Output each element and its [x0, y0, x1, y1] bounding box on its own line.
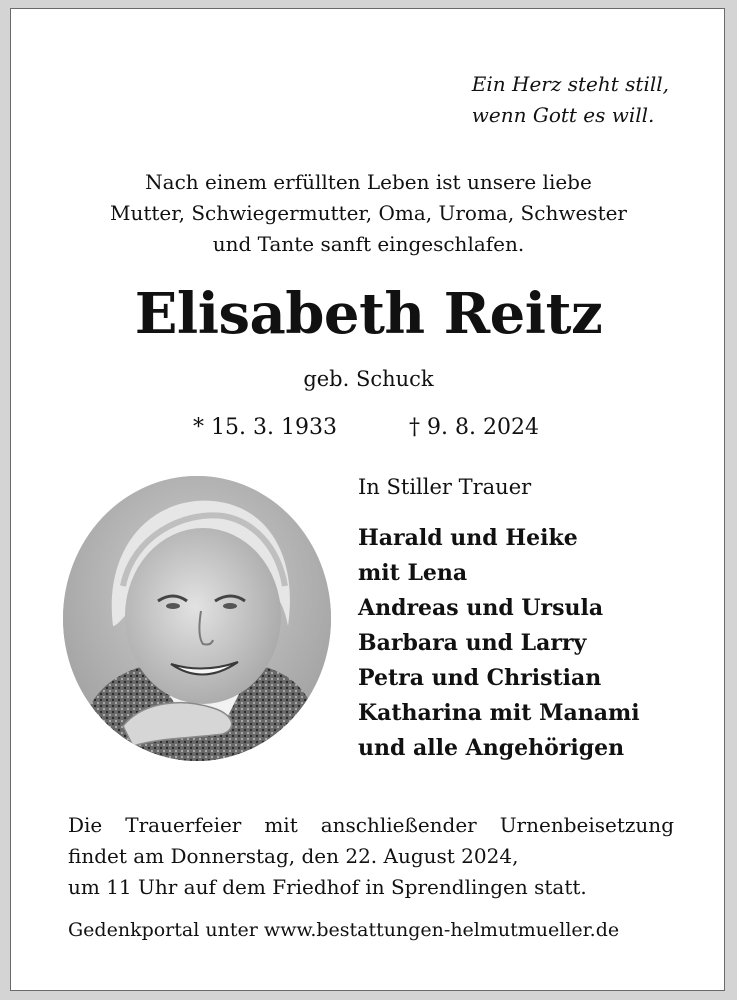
mourner-name: Katharina mit Manami	[358, 700, 640, 726]
birth-date: * 15. 3. 1933	[193, 415, 337, 440]
mourners-list	[358, 521, 640, 766]
intro-line: und Tante sanft eingeschlafen.	[212, 232, 525, 256]
death-date: † 9. 8. 2024	[409, 415, 539, 440]
mourner-name: und alle Angehörigen	[358, 735, 625, 761]
mourning-label: In Stiller Trauer	[358, 475, 532, 499]
motto-line: Ein Herz steht still,	[471, 72, 669, 96]
ceremony-line: um 11 Uhr auf dem Friedhof in Sprendlingen statt.	[68, 875, 587, 899]
mourner-name: mit Lena	[358, 560, 468, 586]
obituary-card	[10, 8, 725, 991]
memorial-portal-text: Gedenkportal unter www.bestattungen-helmutmueller.de	[68, 919, 620, 941]
portrait-photo	[63, 476, 331, 761]
ceremony-line: findet am Donnerstag, den 22. August 2024,	[68, 844, 519, 868]
mourner-name: Petra und Christian	[358, 665, 602, 691]
mourner-name: Harald und Heike	[358, 525, 578, 551]
deceased-name: Elisabeth Reitz	[134, 281, 603, 347]
ceremony-line: Die Trauerfeier mit anschließender Urnenbeisetzung	[68, 813, 674, 837]
motto-verse	[472, 69, 669, 131]
intro-line: Mutter, Schwiegermutter, Oma, Uroma, Schwester	[109, 201, 627, 225]
birth-name: geb. Schuck	[303, 367, 434, 391]
intro-text	[11, 167, 726, 260]
intro-line: Nach einem erfüllten Leben ist unsere liebe	[145, 170, 592, 194]
ceremony-info	[68, 810, 674, 903]
mourner-name: Barbara und Larry	[358, 630, 587, 656]
motto-line: wenn Gott es will.	[471, 103, 655, 127]
mourner-name: Andreas und Ursula	[358, 595, 604, 621]
